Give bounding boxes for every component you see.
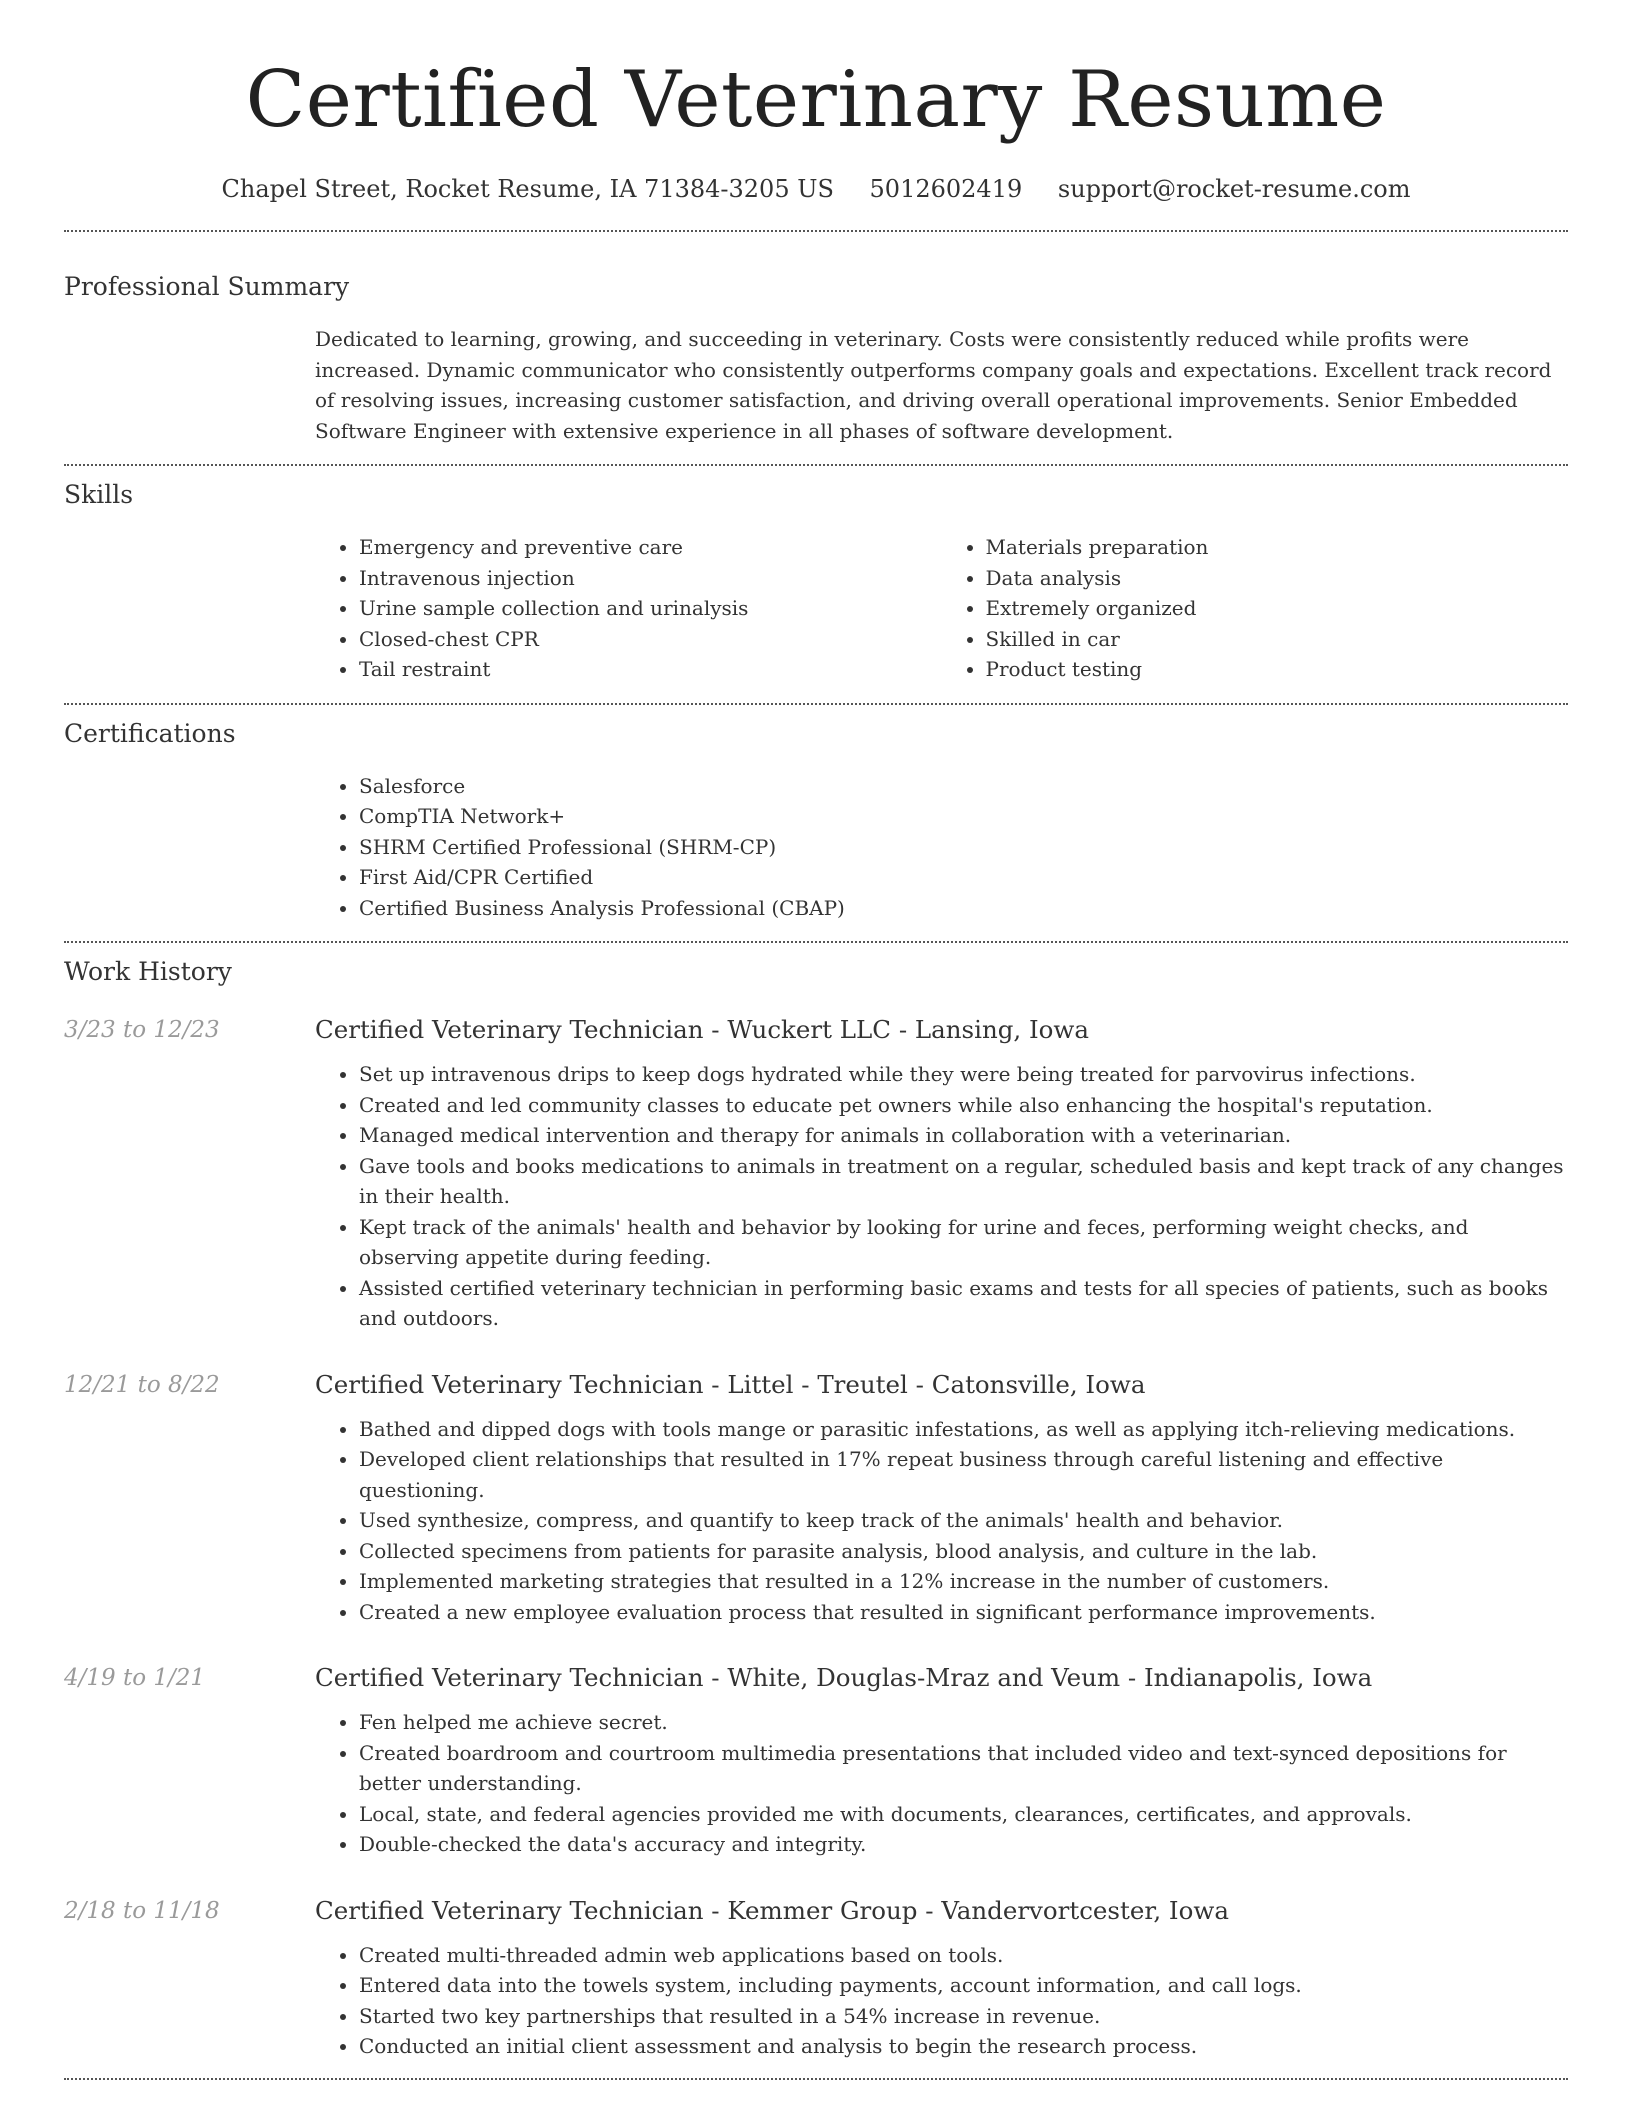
job-entry: [64, 1368, 1568, 1628]
skill-item: • Closed-chest CPR: [359, 624, 942, 655]
summary-text: Dedicated to learning, growing, and succeeding in veterinary. Costs were consistently reduced while profits were increased. Dynamic communicator who consistently outperforms company goals and expectations. Excellent track record of resolving issues, increasing customer satisfaction, and driving overall operational improvements. Senior Embedded Software Engineer with extensive experience in all phases of software development.: [315, 327, 1552, 443]
job-bullet: • Entered data into the towels system, including payments, account information, and call logs.: [359, 1970, 1568, 2001]
summary-heading: Professional Summary: [64, 272, 350, 301]
skills-grid: [315, 532, 1568, 685]
job-title: Certified Veterinary Technician - Wuckert LLC - Lansing, Iowa: [315, 1015, 1089, 1044]
divider: [64, 230, 1568, 232]
certification-item: • First Aid/CPR Certified: [359, 862, 1568, 893]
certifications-body: [315, 771, 1568, 924]
summary-section: [64, 270, 1568, 446]
resume-page: [64, 0, 1568, 2080]
contact-address: Chapel Street, Rocket Resume, IA 71384-3205 US: [221, 175, 834, 203]
job-bullets: [315, 1414, 1568, 1628]
skills-heading: Skills: [64, 480, 134, 509]
skills-section: [64, 478, 1568, 685]
contact-line: [64, 172, 1568, 206]
skill-item: • Urine sample collection and urinalysis: [359, 593, 942, 624]
job-bullets: [315, 1059, 1568, 1334]
job-bullet: • Collected specimens from patients for parasite analysis, blood analysis, and culture in the lab.: [359, 1536, 1568, 1567]
skills-list-left: [315, 532, 942, 685]
job-dates: 3/23 to 12/23: [64, 1017, 220, 1043]
skill-item: • Emergency and preventive care: [359, 532, 942, 563]
certifications-section: [64, 717, 1568, 924]
skill-item: • Intravenous injection: [359, 563, 942, 594]
contact-email: support@rocket-resume.com: [1057, 175, 1411, 203]
skill-item: • Materials preparation: [986, 532, 1569, 563]
divider: [64, 941, 1568, 943]
job-entry: [64, 1661, 1568, 1860]
certification-item: • CompTIA Network+: [359, 801, 1568, 832]
job-title: Certified Veterinary Technician - White, Douglas-Mraz and Veum - Indianapolis, Iowa: [315, 1663, 1373, 1692]
job-entry: [64, 1894, 1568, 2062]
certification-item: • Certified Business Analysis Professional (CBAP): [359, 893, 1568, 924]
divider: [64, 2078, 1568, 2080]
resume-title: Certified Veterinary Resume: [245, 55, 1387, 145]
divider: [64, 703, 1568, 705]
job-dates: 4/19 to 1/21: [64, 1665, 206, 1691]
job-bullet: • Developed client relationships that resulted in 17% repeat business through careful listening and effective questioning.: [359, 1444, 1568, 1505]
certifications-list: [315, 771, 1568, 924]
job-bullet: • Conducted an initial client assessment and analysis to begin the research process.: [359, 2031, 1568, 2062]
job-bullet: • Created boardroom and courtroom multimedia presentations that included video and text-synced depositions for better understanding.: [359, 1738, 1568, 1799]
summary-body: [315, 324, 1568, 446]
certification-item: • SHRM Certified Professional (SHRM-CP): [359, 832, 1568, 863]
work-history-section: [64, 955, 1568, 2062]
work-history-heading: Work History: [64, 957, 232, 986]
job-dates: 2/18 to 11/18: [64, 1897, 220, 1924]
job-bullets: [315, 1707, 1568, 1860]
job-bullets: [315, 1940, 1568, 2062]
skill-item: • Skilled in car: [986, 624, 1569, 655]
job-bullet: • Set up intravenous drips to keep dogs hydrated while they were being treated for parvovirus infections.: [359, 1059, 1568, 1090]
job-bullet: • Created a new employee evaluation process that resulted in significant performance improvements.: [359, 1597, 1568, 1628]
job-title: Certified Veterinary Technician - Littel - Treutel - Catonsville, Iowa: [315, 1369, 1146, 1399]
skill-item: • Product testing: [986, 654, 1569, 685]
job-title: Certified Veterinary Technician - Kemmer Group - Vandervortcester, Iowa: [315, 1895, 1229, 1925]
skill-item: • Data analysis: [986, 563, 1569, 594]
job-dates: 12/21 to 8/22: [64, 1371, 220, 1398]
certification-item: • Salesforce: [359, 771, 1568, 802]
job-bullet: • Used synthesize, compress, and quantify to keep track of the animals' health and behavior.: [359, 1505, 1568, 1536]
skill-item: • Extremely organized: [986, 593, 1569, 624]
job-bullet: • Local, state, and federal agencies provided me with documents, clearances, certificates, and approvals.: [359, 1799, 1568, 1830]
job-entry: [64, 1013, 1568, 1334]
job-bullet: • Implemented marketing strategies that resulted in a 12% increase in the number of customers.: [359, 1566, 1568, 1597]
job-bullet: • Gave tools and books medications to animals in treatment on a regular, scheduled basis and kept track of any changes in their health.: [359, 1151, 1568, 1212]
divider: [64, 464, 1568, 466]
skills-list-right: [942, 532, 1569, 685]
contact-phone: 5012602419: [869, 175, 1023, 203]
job-bullet: • Kept track of the animals' health and behavior by looking for urine and feces, performing weight checks, and observing appetite during feeding.: [359, 1212, 1568, 1273]
job-bullet: • Assisted certified veterinary technician in performing basic exams and tests for all species of patients, such as books and outdoors.: [359, 1273, 1568, 1334]
job-bullet: • Bathed and dipped dogs with tools mange or parasitic infestations, as well as applying itch-relieving medications.: [359, 1414, 1568, 1445]
job-bullet: • Created and led community classes to educate pet owners while also enhancing the hospital's reputation.: [359, 1090, 1568, 1121]
job-bullet: • Double-checked the data's accuracy and integrity.: [359, 1829, 1568, 1860]
job-bullet: • Managed medical intervention and therapy for animals in collaboration with a veterinarian.: [359, 1120, 1568, 1151]
job-bullet: • Started two key partnerships that resulted in a 54% increase in revenue.: [359, 2001, 1568, 2032]
certifications-heading: Certifications: [64, 718, 236, 748]
job-bullet: • Fen helped me achieve secret.: [359, 1707, 1568, 1738]
job-bullet: • Created multi-threaded admin web applications based on tools.: [359, 1940, 1568, 1971]
skill-item: • Tail restraint: [359, 654, 942, 685]
